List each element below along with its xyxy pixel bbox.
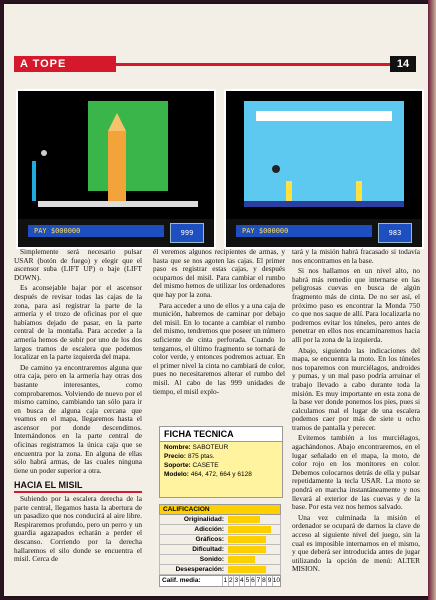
tech-spec-row <box>160 442 282 451</box>
magazine-page <box>4 4 428 596</box>
rating-bar <box>228 536 266 543</box>
rating-scale-cell: 5 <box>245 577 250 584</box>
hud-counter: 999 <box>170 223 204 243</box>
tech-spec-key: Precio: <box>164 453 187 460</box>
hud-pay-bar: PAY $000000 <box>236 225 372 237</box>
rating-bar <box>228 546 266 553</box>
rating-scale-label: Calif. media: <box>162 577 201 584</box>
game-screenshot-1 <box>16 89 216 249</box>
tech-spec-value: SABOTEUR <box>192 444 229 451</box>
tech-spec-box <box>159 426 283 498</box>
rating-scale-cell: 9 <box>267 577 272 584</box>
rating-scale-cell: 1 <box>223 577 228 584</box>
hud-pay-bar: PAY $000000 <box>28 225 164 237</box>
rating-scale-cell: 3 <box>234 577 239 584</box>
paragraph: Evitemos también a los murciélagos, agachándonos. Abajo encontraremos, en el lugar señalado en el mapa, la moto, de color rojo en los monitores en color. Debemos colocarnos detrás de ella y pulsar repetidamente la tecla USAR. La moto se pondrá en marcha instantáneamente y nos llevará al exterior de las cuevas y de la base. Por esta vez nos hemos salvado. <box>292 433 420 512</box>
paragraph: él veremos algunos recipientes de armas, y hasta que se nos agoten las cajas. El primer paso es registrar estas cajas, y después ocuparnos del misil. Para cambiar el rumbo del mismo hemos de utilizar los ordenadores que hay por la zona. <box>153 247 285 299</box>
paragraph: Es aconsejable bajar por el ascensor después de revisar todas las cajas de la zona, para así registrar la parte de la armería y el trozo de oficinas por el que habíamos dejado de pasar, en la parte central de la montaña. Para acceder a la armería hemos de subir por uno de los dos largos tramos de escalera que podemos localizar en la parte izquierda del mapa. <box>14 283 142 362</box>
rating-label: Desesperación: <box>175 566 224 573</box>
paragraph: De camino ya encontraremos alguna que otra caja, pero en la armería hay otras dos bastante interesantes, como comprobaremos. Volviendo de nuevo por el mismo camino, cambiando tan sólo para ir en busca de alguna caja cercana que veamos en el mapa, llegaremos hasta el ascensor por donde descendimos. Internándonos en la parte central de oficinas registramos la única caja que se encuentra por la zona. En alguna de ellas sólo habrá armas, de las cuales ninguna tiene un poder superior a otra. <box>14 362 142 475</box>
rating-box <box>159 504 281 590</box>
rating-scale-cell: 2 <box>228 577 233 584</box>
rating-row <box>159 565 281 575</box>
screenshot-1-hud <box>18 219 214 247</box>
header-bar <box>14 56 416 72</box>
rating-row <box>159 555 281 565</box>
article-column-3 <box>292 248 420 576</box>
paragraph: tará y la misión habrá fracasado si todavía nos encontramos en la base. <box>292 247 420 265</box>
tech-spec-key: Modelo: <box>164 471 189 478</box>
rating-scale-cell: 4 <box>240 577 244 584</box>
article-column-2 <box>153 248 285 398</box>
page-edge <box>428 0 436 600</box>
tech-spec-key: Nombre: <box>164 444 191 451</box>
section-heading: HACIA EL MISIL <box>14 481 142 493</box>
rating-label: Originalidad: <box>183 516 224 523</box>
rating-bar <box>228 556 255 563</box>
rating-title: CALIFICACION <box>159 504 281 515</box>
rating-scale <box>159 575 281 587</box>
rating-bar <box>228 566 266 573</box>
rating-bar <box>228 516 260 523</box>
tech-spec-row <box>160 451 282 460</box>
screenshot-2-hud <box>226 219 422 247</box>
rating-row <box>159 515 281 525</box>
rating-scale-cell: 7 <box>256 577 261 584</box>
rating-label: Dificultad: <box>192 546 224 553</box>
paragraph: Para acceder a uno de ellos y a una caja de munición, habremos de caminar por debajo del misil. En lo tocante a cambiar el rumbo del mismo, tendremos que poseer un número suficiente de cinta perforada. Cuando lo tengamos, el último fragmento se tornará de color verde, y entonces podremos actuar. En el primer nivel la cinta no cambiará de color, pues no necesitaremos alterar el rumbo del misil. Al cabo de las 999 unidades de tiempo, el misil explo- <box>153 300 285 396</box>
section-label: A TOPE <box>14 56 116 72</box>
tech-spec-value: CASETE <box>192 462 219 469</box>
rating-row <box>159 525 281 535</box>
tech-spec-value: 875 ptas. <box>187 453 215 460</box>
rating-row <box>159 545 281 555</box>
rating-scale-cell: 8 <box>262 577 266 584</box>
rating-scale-cell: 6 <box>251 577 255 584</box>
paragraph: Simplemente será necesario pulsar USAR (botón de fuego) y elegir que el ascensor suba (LIFT UP) o baje (LIFT DOWN). <box>14 247 142 282</box>
header-rule <box>110 63 390 66</box>
rating-bar <box>228 526 271 533</box>
tech-spec-row <box>160 460 282 469</box>
tech-spec-title: FICHA TECNICA <box>160 427 282 442</box>
tech-spec-value: 464, 472, 664 y 6128 <box>190 471 252 478</box>
article-column-1 <box>14 248 142 566</box>
rating-label: Sonido: <box>199 556 224 563</box>
hud-counter: 983 <box>378 223 412 243</box>
page-number: 14 <box>390 56 416 72</box>
rating-row <box>159 535 281 545</box>
rating-label: Adicción: <box>194 526 224 533</box>
game-screenshot-2 <box>224 89 424 249</box>
paragraph: Si nos hallamos en un nivel alto, no habrá más remedio que internarse en las peligrosas cuevas en busca de algún fragmento más de cinta. De no ser así, el próximo paso es encontrar la Monda 750 co que nos saque de allí. Para localizarla no podremos evitar los túneles, pero antes de penetrar en ellos nos encaminaremos hacia allí por la zona de la izquierda. <box>292 266 420 344</box>
rating-label: Gráficos: <box>195 536 224 543</box>
tech-spec-key: Soporte: <box>164 462 191 469</box>
paragraph: Subiendo por la escalera derecha de la parte central, llegamos hasta la abertura de un pasadizo que nos conducirá al aire libre. Respiraremos profundo, pero un perro y un guardia agazapados echarán a perder el descanso. Corriendo por la derecha hallaremos el silo donde se encuentra el misil. Cerca de <box>14 494 142 564</box>
paragraph: Una vez culminada la misión el ordenador se ocupará de darnos la clave de acceso al siguiente nivel del juego, sin la cual es imposible internarnos en el mismo, y que deberá ser introducida antes de jugar utilizando la opción de menú: ALTER MISION. <box>292 512 420 574</box>
tech-spec-row <box>160 469 282 478</box>
rating-scale-cell: 10 <box>272 577 281 584</box>
paragraph: Abajo, siguiendo las indicaciones del mapa, se encuentra la moto. En los túneles nos toparemos con murciélagos, androides y pumas, y un mal paso podría arruinar el trabajo llevado a cabo durante toda la misión. Es muy importante en esta zona de la base ver donde ponemos los pies, pues si calculamos mal el lugar de una escalera podemos caer por más de siete u ocho tramos de pantalla y perecer. <box>292 345 420 432</box>
